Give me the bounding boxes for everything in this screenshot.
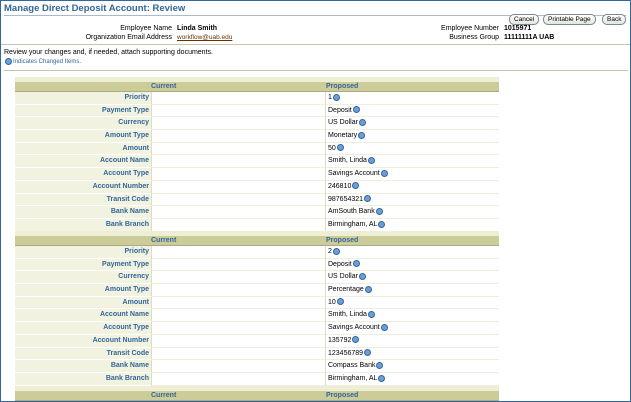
proposed-value: Percentage	[328, 286, 364, 294]
row-label: Account Number	[15, 181, 151, 194]
proposed-value: 123456789	[328, 349, 364, 357]
table-row	[15, 348, 499, 361]
row-label: Amount Type	[15, 284, 151, 297]
table-row	[15, 360, 499, 373]
row-label: Amount Type	[15, 130, 151, 143]
proposed-cell	[325, 335, 499, 348]
proposed-column-header: Proposed	[326, 83, 359, 90]
row-label: Account Name	[15, 155, 151, 168]
row-label: Transit Code	[15, 348, 151, 361]
proposed-value: 2	[328, 248, 332, 255]
proposed-cell	[325, 117, 499, 130]
proposed-cell	[325, 143, 499, 156]
changed-item-icon	[352, 336, 359, 343]
row-label: Account Number	[15, 335, 151, 348]
proposed-value: 987654321	[328, 195, 364, 203]
table-row	[15, 181, 499, 194]
current-value	[151, 309, 325, 322]
account-table-1	[15, 82, 499, 232]
proposed-value: Smith, Linda	[328, 157, 367, 165]
page-title: Manage Direct Deposit Account: Review	[4, 3, 186, 14]
current-column-header: Current	[151, 392, 177, 399]
row-label: Payment Type	[15, 259, 151, 272]
table-header	[15, 236, 499, 246]
row-label: Account Name	[15, 309, 151, 322]
row-label: Bank Name	[15, 206, 151, 219]
table-row	[15, 309, 499, 322]
changed-item-icon	[359, 119, 366, 126]
current-value	[151, 105, 325, 118]
header-divider	[1, 44, 630, 45]
proposed-cell	[325, 284, 499, 297]
business-group: 11111111A UAB	[504, 34, 555, 41]
row-label: Priority	[15, 92, 151, 105]
account-table-3	[15, 391, 499, 401]
account-table-2	[15, 236, 499, 386]
table-row	[15, 168, 499, 181]
row-label: Bank Branch	[15, 219, 151, 232]
changed-item-icon	[368, 311, 375, 318]
current-value	[151, 360, 325, 373]
table-row	[15, 117, 499, 130]
current-value	[151, 335, 325, 348]
proposed-value: Birmingham, AL	[328, 220, 378, 228]
current-value	[151, 117, 325, 130]
table-row	[15, 246, 499, 259]
employee-name-label: Employee Name	[120, 25, 172, 32]
proposed-cell	[325, 373, 499, 386]
legend-divider	[4, 70, 628, 71]
proposed-value: Deposit	[328, 260, 352, 268]
current-column-header: Current	[151, 237, 177, 244]
table-row	[15, 373, 499, 386]
proposed-cell	[325, 194, 499, 207]
current-value	[151, 181, 325, 194]
changed-item-icon	[333, 248, 340, 255]
employee-number: 1015971	[504, 25, 532, 32]
proposed-cell	[325, 360, 499, 373]
back-button[interactable]: Back	[602, 14, 626, 25]
email-label: Organization Email Address	[85, 34, 172, 41]
row-label: Account Type	[15, 322, 151, 335]
proposed-value: 10	[328, 298, 336, 306]
printable-page-button[interactable]: Printable Page	[543, 14, 596, 25]
table-header	[15, 82, 499, 92]
row-label: Transit Code	[15, 194, 151, 207]
table-row	[15, 155, 499, 168]
changed-item-icon	[5, 58, 12, 65]
proposed-cell	[325, 271, 499, 284]
proposed-cell	[325, 181, 499, 194]
changed-item-icon	[353, 260, 360, 267]
table-row	[15, 206, 499, 219]
proposed-value: Compass Bank	[328, 362, 376, 370]
proposed-cell	[325, 155, 499, 168]
current-value	[151, 284, 325, 297]
employee-name: Linda Smith	[177, 25, 218, 32]
current-value	[151, 194, 325, 207]
table-header	[15, 391, 499, 401]
table-row	[15, 219, 499, 232]
current-value	[151, 348, 325, 361]
changed-item-icon	[378, 221, 385, 228]
proposed-cell	[325, 92, 499, 105]
proposed-value: AmSouth Bank	[328, 208, 375, 216]
current-value	[151, 271, 325, 284]
current-value	[151, 155, 325, 168]
current-value	[151, 259, 325, 272]
proposed-cell	[325, 105, 499, 118]
proposed-cell	[325, 130, 499, 143]
proposed-value: 135792	[328, 336, 352, 344]
proposed-value: 50	[328, 144, 336, 152]
proposed-cell	[325, 168, 499, 181]
proposed-column-header: Proposed	[326, 237, 359, 244]
current-value	[151, 322, 325, 335]
cancel-button[interactable]: Cancel	[509, 14, 539, 25]
proposed-cell	[325, 322, 499, 335]
proposed-value: Birmingham, AL	[328, 374, 378, 382]
table-row	[15, 194, 499, 207]
current-value	[151, 297, 325, 310]
proposed-cell	[325, 297, 499, 310]
row-label: Currency	[15, 271, 151, 284]
proposed-value: US Dollar	[328, 273, 358, 281]
current-value	[151, 219, 325, 232]
table-row	[15, 259, 499, 272]
legend-text: Indicates Changed Items.	[13, 59, 82, 66]
proposed-value: US Dollar	[328, 119, 358, 127]
table-row	[15, 322, 499, 335]
changed-item-icon	[352, 182, 359, 189]
row-label: Bank Branch	[15, 373, 151, 386]
proposed-cell	[325, 259, 499, 272]
current-value	[151, 92, 325, 105]
row-label: Payment Type	[15, 105, 151, 118]
business-group-label: Business Group	[449, 34, 499, 41]
changed-item-icon	[376, 208, 383, 215]
proposed-value: Deposit	[328, 106, 352, 114]
changed-item-icon	[364, 195, 371, 202]
changed-item-icon	[364, 349, 371, 356]
table-row	[15, 297, 499, 310]
proposed-value: 1	[328, 94, 332, 101]
proposed-value: Savings Account	[328, 170, 380, 178]
row-label: Account Type	[15, 168, 151, 181]
current-value	[151, 130, 325, 143]
current-column-header: Current	[151, 83, 177, 90]
proposed-cell	[325, 206, 499, 219]
table-row	[15, 92, 499, 105]
row-label: Amount	[15, 297, 151, 310]
changed-item-icon	[378, 375, 385, 382]
proposed-cell	[325, 219, 499, 232]
changed-item-icon	[381, 324, 388, 331]
proposed-cell	[325, 309, 499, 322]
table-row	[15, 335, 499, 348]
changed-item-icon	[381, 170, 388, 177]
current-value	[151, 373, 325, 386]
changed-item-icon	[333, 94, 340, 101]
employee-number-label: Employee Number	[441, 25, 499, 32]
current-value	[151, 246, 325, 259]
proposed-value: Monetary	[328, 132, 358, 140]
changed-item-icon	[337, 298, 344, 305]
changed-item-icon	[376, 362, 383, 369]
proposed-cell	[325, 348, 499, 361]
row-label: Priority	[15, 246, 151, 259]
table-row	[15, 271, 499, 284]
table-row	[15, 130, 499, 143]
proposed-value: Smith, Linda	[328, 311, 367, 319]
proposed-cell	[325, 246, 499, 259]
table-row	[15, 105, 499, 118]
changed-item-icon	[365, 286, 372, 293]
changed-item-icon	[358, 132, 365, 139]
instructions-text: Review your changes and, if needed, attach supporting documents.	[4, 49, 213, 56]
current-value	[151, 206, 325, 219]
changed-item-icon	[368, 157, 375, 164]
current-value	[151, 143, 325, 156]
proposed-value: 246810	[328, 182, 352, 190]
changed-item-icon	[359, 273, 366, 280]
current-value	[151, 168, 325, 181]
proposed-value: Savings Account	[328, 324, 380, 332]
proposed-column-header: Proposed	[326, 392, 359, 399]
table-row	[15, 284, 499, 297]
row-label: Bank Name	[15, 360, 151, 373]
changed-item-icon	[337, 144, 344, 151]
changed-items-legend	[5, 58, 81, 65]
row-label: Currency	[15, 117, 151, 130]
table-row	[15, 143, 499, 156]
email-link[interactable]: workflow@uab.edu	[177, 34, 233, 41]
row-label: Amount	[15, 143, 151, 156]
changed-item-icon	[353, 106, 360, 113]
